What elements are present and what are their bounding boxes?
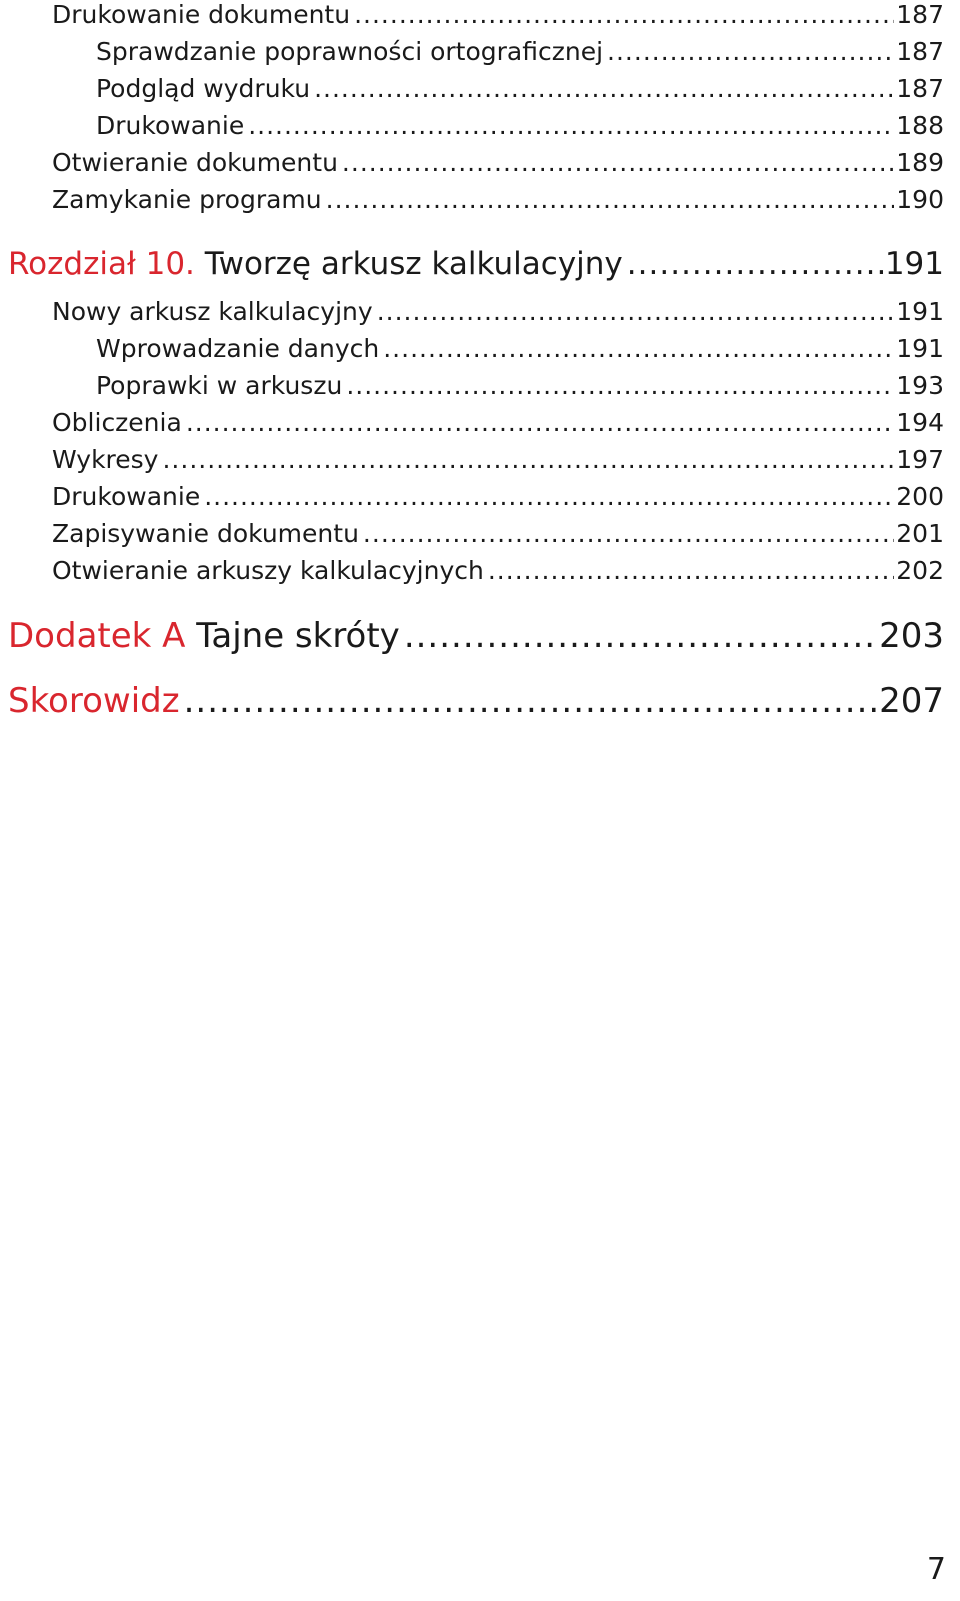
- appendix-heading[interactable]: [8, 616, 944, 656]
- toc-entry[interactable]: [52, 519, 944, 548]
- chapter-page: 191: [884, 246, 944, 282]
- index-page: 207: [879, 681, 944, 721]
- toc-entry-title: Drukowanie: [52, 482, 201, 511]
- toc-entry[interactable]: [96, 111, 944, 140]
- toc-entry[interactable]: [52, 445, 944, 474]
- toc-entry-title: Otwieranie dokumentu: [52, 148, 338, 177]
- dot-leader: [186, 408, 894, 437]
- appendix-name: Tajne skróty: [196, 616, 400, 656]
- toc-entry-title: Zamykanie programu: [52, 185, 322, 214]
- dot-leader: [162, 445, 894, 474]
- dot-leader: [326, 185, 895, 214]
- dot-leader: [204, 482, 894, 511]
- toc-entry-page: 187: [896, 74, 944, 103]
- index-label: Skorowidz: [8, 681, 180, 721]
- dot-leader: [342, 148, 894, 177]
- chapter-name: Tworzę arkusz kalkulacyjny: [204, 246, 623, 282]
- toc-entry-title: Zapisywanie dokumentu: [52, 519, 359, 548]
- toc-entry[interactable]: [96, 334, 944, 363]
- toc-entry-title: Obliczenia: [52, 408, 182, 437]
- dot-leader: [363, 519, 894, 548]
- dot-leader: [184, 681, 878, 721]
- toc-entry-title: Wprowadzanie danych: [96, 334, 380, 363]
- toc-entry-page: 197: [896, 445, 944, 474]
- toc-entry-page: 190: [896, 185, 944, 214]
- toc-entry[interactable]: [52, 297, 944, 326]
- toc-entry-title: Sprawdzanie poprawności ortograficznej: [96, 37, 604, 66]
- toc-entry-title: Drukowanie: [96, 111, 245, 140]
- toc-entry-page: 200: [896, 482, 944, 511]
- toc-entry-page: 191: [896, 297, 944, 326]
- toc-entry[interactable]: [52, 556, 944, 585]
- dot-leader: [607, 37, 894, 66]
- dot-leader: [383, 334, 894, 363]
- toc-entry-page: 194: [896, 408, 944, 437]
- dot-leader: [404, 616, 877, 656]
- toc-entry-page: 187: [896, 0, 944, 29]
- page-number: 7: [926, 1552, 946, 1587]
- chapter-label: Rozdział 10.: [8, 246, 195, 282]
- index-title: [8, 681, 180, 721]
- toc-entry-page: 202: [896, 556, 944, 585]
- appendix-label: Dodatek A: [8, 616, 186, 656]
- dot-leader: [346, 371, 894, 400]
- toc-entry-page: 193: [896, 371, 944, 400]
- toc-entry[interactable]: [52, 482, 944, 511]
- toc-entry[interactable]: [96, 74, 944, 103]
- dot-leader: [354, 0, 894, 29]
- chapter-title: [8, 246, 623, 282]
- dot-leader: [377, 297, 895, 326]
- toc-entry-title: Podgląd wydruku: [96, 74, 311, 103]
- toc-entry[interactable]: [96, 371, 944, 400]
- toc-entry-title: Otwieranie arkuszy kalkulacyjnych: [52, 556, 484, 585]
- toc-entry[interactable]: [52, 148, 944, 177]
- toc-entry[interactable]: [52, 185, 944, 214]
- dot-leader: [314, 74, 894, 103]
- toc-entry-page: 188: [896, 111, 944, 140]
- dot-leader: [248, 111, 894, 140]
- toc-entry-title: Nowy arkusz kalkulacyjny: [52, 297, 373, 326]
- toc-entry-title: Poprawki w arkuszu: [96, 371, 343, 400]
- index-heading[interactable]: [8, 681, 944, 721]
- toc-entry[interactable]: [96, 37, 944, 66]
- dot-leader: [627, 246, 883, 282]
- dot-leader: [488, 556, 894, 585]
- toc-entry-page: 201: [896, 519, 944, 548]
- toc-entry[interactable]: [52, 0, 944, 29]
- toc-entry-title: Wykresy: [52, 445, 159, 474]
- toc-entry-title: Drukowanie dokumentu: [52, 0, 351, 29]
- toc-entry-page: 187: [896, 37, 944, 66]
- toc-entry[interactable]: [52, 408, 944, 437]
- toc-entry-page: 189: [896, 148, 944, 177]
- appendix-title: [8, 616, 400, 656]
- chapter-heading[interactable]: [8, 246, 944, 282]
- toc-entry-page: 191: [896, 334, 944, 363]
- appendix-page: 203: [879, 616, 944, 656]
